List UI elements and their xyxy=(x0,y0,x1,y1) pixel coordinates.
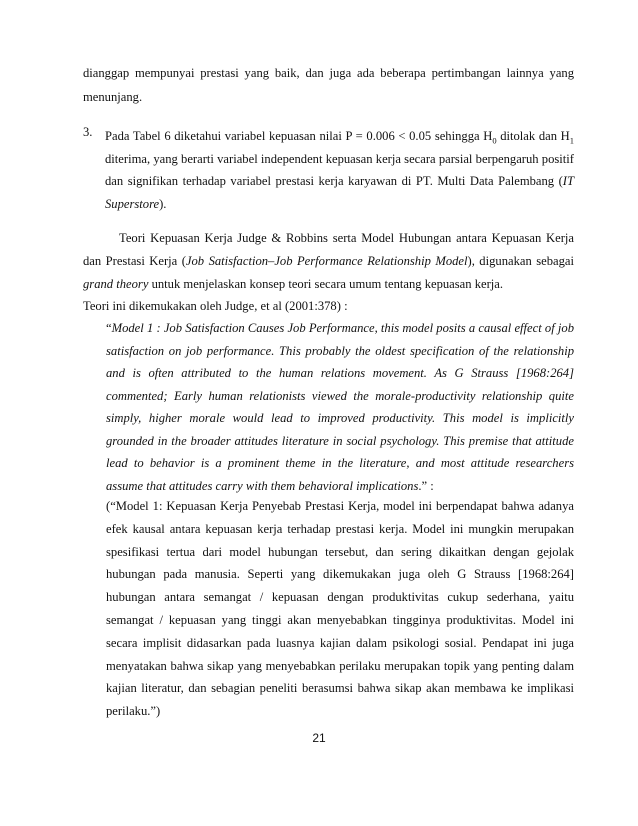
list-item-number: 3. xyxy=(83,125,93,139)
paragraph-continuation xyxy=(83,61,574,110)
block-quote-english xyxy=(106,317,574,497)
page-number: 21 xyxy=(312,731,326,745)
grand-theory-italic: grand theory xyxy=(83,276,149,291)
paragraph-text-part: Teori Kepuasan Kerja Judge & Robbins serta Model Hubungan antara Kepuasan Kerja dan Prestasi Kerja ( xyxy=(83,231,574,268)
model-name-italic: Job Satisfaction–Job Performance Relationship Model xyxy=(185,253,468,268)
list-item-text xyxy=(105,125,574,215)
item-text-part: Pada Tabel 6 diketahui variabel kepuasan nilai P = 0.006 < 0.05 sehingga H xyxy=(105,129,493,143)
quote-italic-text: Model 1 : Job Satisfaction Causes Job Performance, this model posits a causal effect of job satisfaction on job performance. This probably the oldest specification of the relationship and is often attributed to the human relations movement. As G Strauss [1968:264] commented; Early human relationists viewed the morale-productivity relationship quite simply, higher morale would lead to improved productivity. This model is implicitly grounded in the broader attitudes literature in social psychology. This premise that attitude lead to behavior is a prominent theme in the literature, and most attitude researchers assume that attitudes carry with them behavioral implications xyxy=(106,321,574,493)
paragraph-text xyxy=(83,227,574,295)
item-text-part: ditolak dan H xyxy=(496,129,570,143)
h1-subscript: 1 xyxy=(569,135,575,146)
paragraph-text: dianggap mempunyai prestasi yang baik, dan juga ada beberapa pertimbangan lainnya yang menunjang. xyxy=(83,66,574,105)
quote-close-mark: .” : xyxy=(418,478,434,493)
paragraph-text-part: untuk menjelaskan konsep teori secara umum tentang kepuasan kerja. xyxy=(148,276,504,291)
quote-open-mark: “ xyxy=(106,321,112,335)
item-text-part: ). xyxy=(159,196,167,211)
quote-text xyxy=(106,317,574,497)
store-name-italic: IT Superstore xyxy=(105,174,574,211)
h0-subscript: 0 xyxy=(492,135,497,146)
paragraph-source xyxy=(83,294,574,318)
block-quote-indonesian xyxy=(106,495,574,723)
item-text-part: diterima, yang berarti variabel independent kepuasan kerja secara parsial berpengaruh positif dan signifikan terhadap variabel prestasi kerja karyawan di PT. Multi Data Palembang ( xyxy=(105,151,574,189)
paragraph-text-part: ), digunakan sebagai xyxy=(467,253,574,268)
paragraph-text: Teori ini dikemukakan oleh Judge, et al (2001:378) : xyxy=(83,299,348,313)
paragraph-grand-theory xyxy=(83,227,574,295)
quote-translation-text: (“Model 1: Kepuasan Kerja Penyebab Prestasi Kerja, model ini berpendapat bahwa adanya efek kausal antara kepuasan kerja terhadap prestasi kerja. Model ini mungkin merupakan spesifikasi tertua dari model hubungan tersebut, dan sering dikaitkan dengan gejolak hubungan pada manusia. Seperti yang dikemukakan juga oleh G Strauss [1968:264] hubungan antara semangat / kepuasan dengan produktivitas cukup sederhana, yaitu semangat / kepuasan yang tinggi akan menyebabkan tingginya produktivitas. Model ini secara implisit didasarkan pada luasnya kajian dalam psikologi sosial. Pendapat ini juga menyatakan bahwa sikap yang menyebabkan perilaku merupakan topik yang penting dalam kajian literatur, dan sebagian peneliti berasumsi bahwa sikap akan membawa ke implikasi perilaku.”) xyxy=(106,499,574,719)
